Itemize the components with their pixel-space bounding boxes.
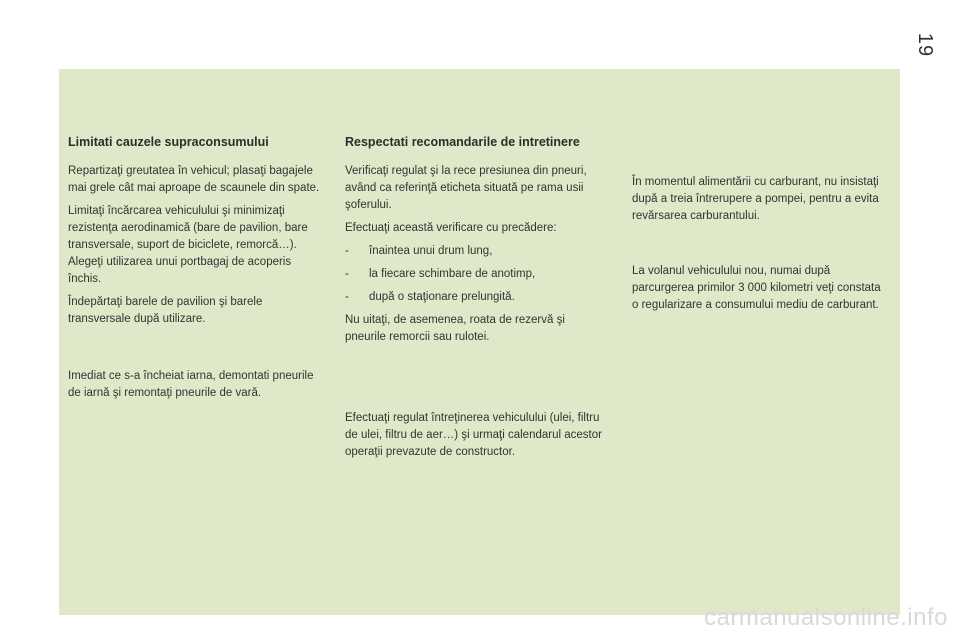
paragraph-service: Efectuaţi regulat întreţinerea vehiculului (ulei, filtru de ulei, filtru de aer…) şi urmaţi calendarul acestor operaţii prevazute de constructor. [345, 412, 602, 458]
paragraph-new-vehicle: La volanul vehiculului nou, numai după parcurgerea primilor 3 000 kilometri veţi constata o regularizare a consumului mediu de carburant. [632, 265, 881, 311]
section-title-maintenance: Respectati recomandarile de intretinere [345, 135, 580, 149]
paragraph-tyre-pressure: Verificaţi regulat şi la rece presiunea din pneuri, având ca referinţă eticheta situată pe rama usii şoferului. [345, 165, 587, 211]
paragraph-winter-tyres: Imediat ce s-a încheiat iarna, demontati pneurile de iarnă şi remontaţi pneurile de vară. [68, 370, 314, 399]
column-refuelling [632, 174, 890, 320]
list-item: - înaintea unui drum lung, [345, 245, 493, 257]
section-title-overconsumption: Limitati cauzele supraconsumului [68, 135, 269, 149]
column-maintenance [345, 134, 603, 467]
paragraph-spare-wheel: Nu uitaţi, de asemenea, roata de rezervă şi pneurile remorcii sau rulotei. [345, 314, 565, 343]
watermark: carmanualsonline.info [704, 604, 948, 631]
content-panel [59, 69, 900, 615]
paragraph-refuelling: În momentul alimentării cu carburant, nu insistaţi după a treia întrerupere a pompei, pentru a evita revărsarea carburantului. [632, 176, 879, 222]
page-number: 19 [914, 32, 937, 58]
paragraph-load: Limitaţi încărcarea vehiculului şi minimizaţi rezistenţa aerodinamică (bare de pavilion, bare transversale, suport de biciclete, remorcă…). Alegeţi utilizarea unui portbagaj de acoperis închis. [68, 205, 308, 285]
paragraph-weight: Repartizaţi greutatea în vehicul; plasaţi bagajele mai grele cât mai aproape de scaunele din spate. [68, 165, 320, 194]
paragraph-check-when: Efectuaţi această verificare cu precădere: [345, 222, 557, 234]
paragraph-roof-bars: Îndepărtaţi barele de pavilion şi barele transversale după utilizare. [68, 296, 263, 325]
list-item: - după o staţionare prelungită. [345, 291, 515, 303]
column-fuel-overconsumption [68, 134, 326, 408]
list-item: - la fiecare schimbare de anotimp, [345, 268, 536, 280]
